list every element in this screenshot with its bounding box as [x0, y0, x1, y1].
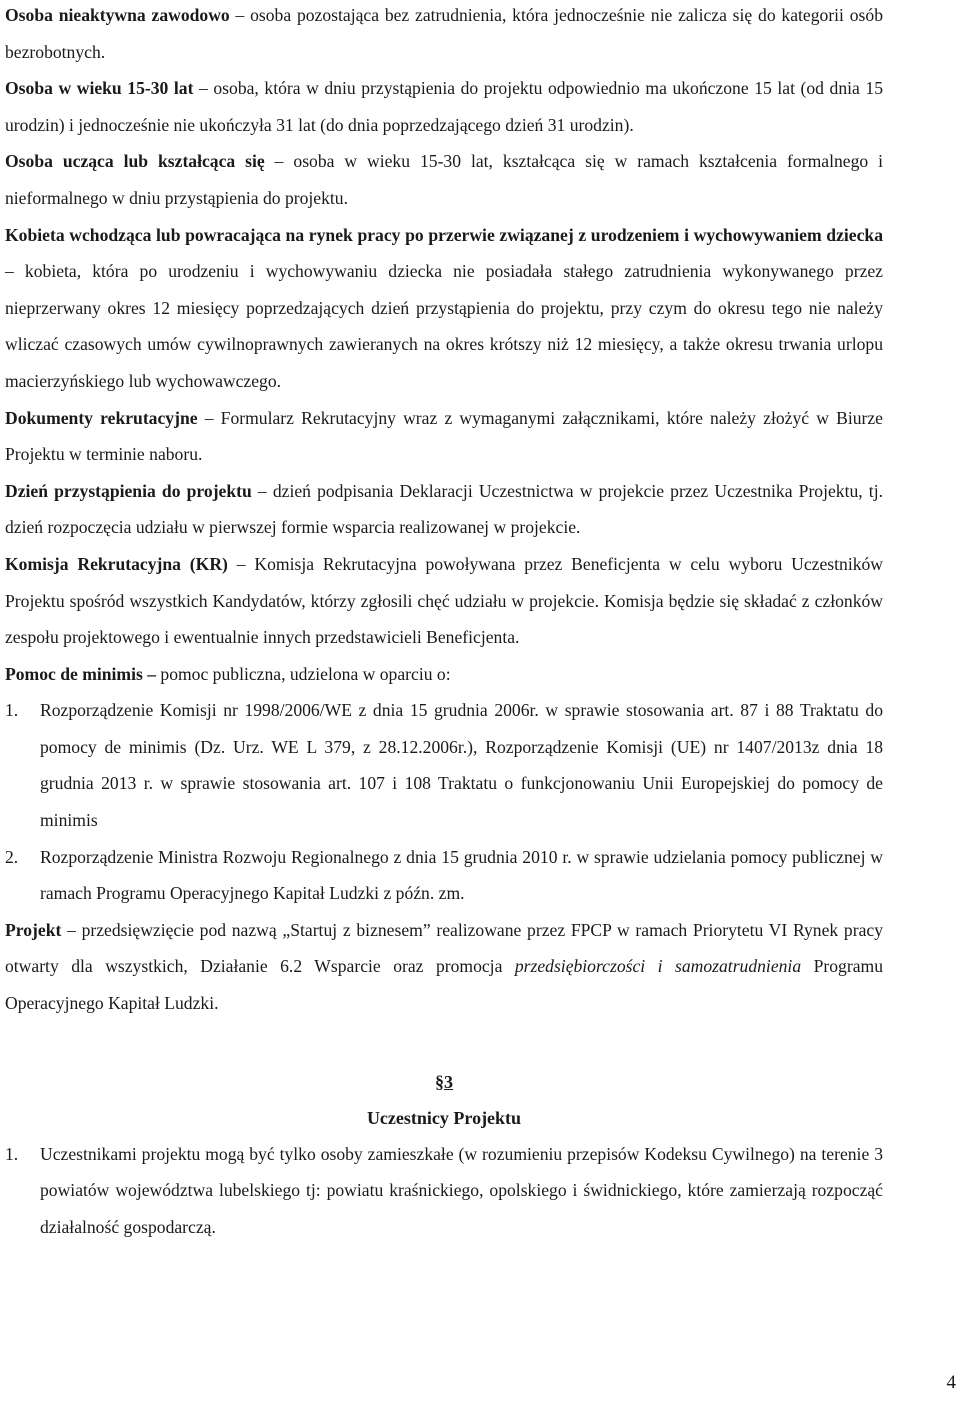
- list-item-text: Rozporządzenie Komisji nr 1998/2006/WE z dnia 15 grudnia 2006r. w sprawie stosowania art. 87 i 88 Traktatu do pomocy de minimis (Dz. Urz. WE L 379, z 28.12.2006r.), Rozporządzenie Komisji (UE) nr 1407/2013z dnia 18 grudnia 2013 r. w sprawie stosowania art. 107 i 108 Traktatu o funkcjonowaniu Unii Europejskiej do pomocy de minimis: [40, 700, 883, 831]
- definition-term: Pomoc de minimis –: [5, 663, 156, 684]
- list-item-number: 1.: [5, 1143, 19, 1164]
- definition-text: – osoba w wieku 15-30 lat, kształcąca się w ramach kształcenia formalnego i nieformalnego w dniu przystąpienia do projektu.: [5, 151, 883, 208]
- definition-paragraph: [5, 546, 883, 656]
- definition-term: Osoba w wieku 15-30 lat: [5, 78, 194, 99]
- definition-paragraph: [5, 400, 883, 473]
- list-item-text: Uczestnikami projektu mogą być tylko osoby zamieszkałe (w rozumieniu przepisów Kodeksu Cywilnego) na terenie 3 powiatów województwa lubelskiego tj: powiatu kraśnickiego, opolskiego i świdnickiego, które zamierzają rozpocząć działalność gospodarczą.: [40, 1143, 883, 1237]
- definition-paragraph: [5, 217, 883, 400]
- definition-text: – dzień podpisania Deklaracji Uczestnictwa w projekcie przez Uczestnika Projektu, tj. dzień rozpoczęcia udziału w pierwszej formie wsparcia realizowanej w projekcie.: [5, 480, 883, 538]
- participants-list: [5, 1136, 883, 1246]
- definition-text: – osoba pozostająca bez zatrudnienia, która jednocześnie nie zalicza się do kategorii osób bezrobotnych.: [5, 5, 883, 62]
- definition-paragraph: [5, 473, 883, 546]
- definition-term: Dzień przystąpienia do projektu: [5, 480, 252, 501]
- definition-term: Osoba ucząca lub kształcąca się: [5, 151, 265, 172]
- definition-paragraph: [5, 656, 883, 693]
- page-number: 4: [946, 1372, 956, 1393]
- definition-paragraph: [5, 143, 883, 216]
- definition-text: – osoba, która w dniu przystąpienia do projektu odpowiednio ma ukończone 15 lat (od dnia 15 urodzin) i jednocześnie nie ukończyła 31 lat (do dnia poprzedzającego dzień 31 urodzin).: [5, 78, 883, 135]
- definition-term: Projekt: [5, 919, 62, 940]
- definition-term: Kobieta wchodząca lub powracająca na rynek pracy po przerwie związanej z urodzeniem i wychowywaniem dziecka: [5, 224, 883, 245]
- definition-term: Osoba nieaktywna zawodowo: [5, 5, 230, 25]
- section-title: Uczestnicy Projektu: [366, 1107, 522, 1128]
- definition-text: – przedsięwzięcie pod nazwą „Startuj z biznesem” realizowane przez FPCP w ramach Priorytetu VI Rynek pracy otwarty dla wszystkich, Działanie 6.2 Wsparcie oraz promocja: [5, 919, 883, 977]
- list-item: [5, 1136, 883, 1246]
- definition-text-italic: przedsiębiorczości i samozatrudnienia: [514, 956, 802, 977]
- list-item: [5, 839, 883, 912]
- definition-term: Komisja Rekrutacyjna (KR): [5, 553, 228, 574]
- list-item-number: 1.: [5, 700, 19, 721]
- section-number: §3: [435, 1071, 453, 1092]
- definition-paragraph: [5, 0, 883, 70]
- definition-text: – Komisja Rekrutacyjna powoływana przez Beneficjenta w celu wyboru Uczestników Projektu spośród wszystkich Kandydatów, którzy zgłosili chęć udziału w projekcie. Komisja będzie się składać z członków zespołu projektowego i ewentualnie innych przedstawicieli Beneficjenta.: [5, 553, 884, 648]
- definition-text: Programu Operacyjnego Kapitał Ludzki.: [5, 956, 883, 1014]
- definition-text: – kobieta, która po urodzeniu i wychowywaniu dziecka nie posiadała stałego zatrudnienia wykonywanego przez nieprzerwany okres 12 miesięcy poprzedzających dzień przystąpienia do projektu, przy czym do okresu tego nie należy wliczać czasowych umów cywilnoprawnych zawieranych na okres krótszy niż 12 miesięcy, a także okresu trwania urlopu macierzyńskiego lub wychowawczego.: [5, 261, 883, 391]
- definition-term: Dokumenty rekrutacyjne: [5, 407, 198, 428]
- definition-text: – Formularz Rekrutacyjny wraz z wymaganymi załącznikami, które należy złożyć w Biurze Projektu w terminie naboru.: [5, 407, 883, 465]
- document-page: [5, 0, 883, 1245]
- list-item: [5, 692, 883, 838]
- spacer: [5, 1022, 883, 1064]
- de-minimis-list: [5, 692, 883, 912]
- definition-paragraph: [5, 70, 883, 143]
- definition-paragraph: [5, 912, 883, 1022]
- definition-text: pomoc publiczna, udzielona w oparciu o:: [156, 663, 451, 684]
- list-item-text: Rozporządzenie Ministra Rozwoju Regionalnego z dnia 15 grudnia 2010 r. w sprawie udzielania pomocy publicznej w ramach Programu Operacyjnego Kapitał Ludzki z późn. zm.: [40, 846, 883, 904]
- list-item-number: 2.: [5, 846, 19, 867]
